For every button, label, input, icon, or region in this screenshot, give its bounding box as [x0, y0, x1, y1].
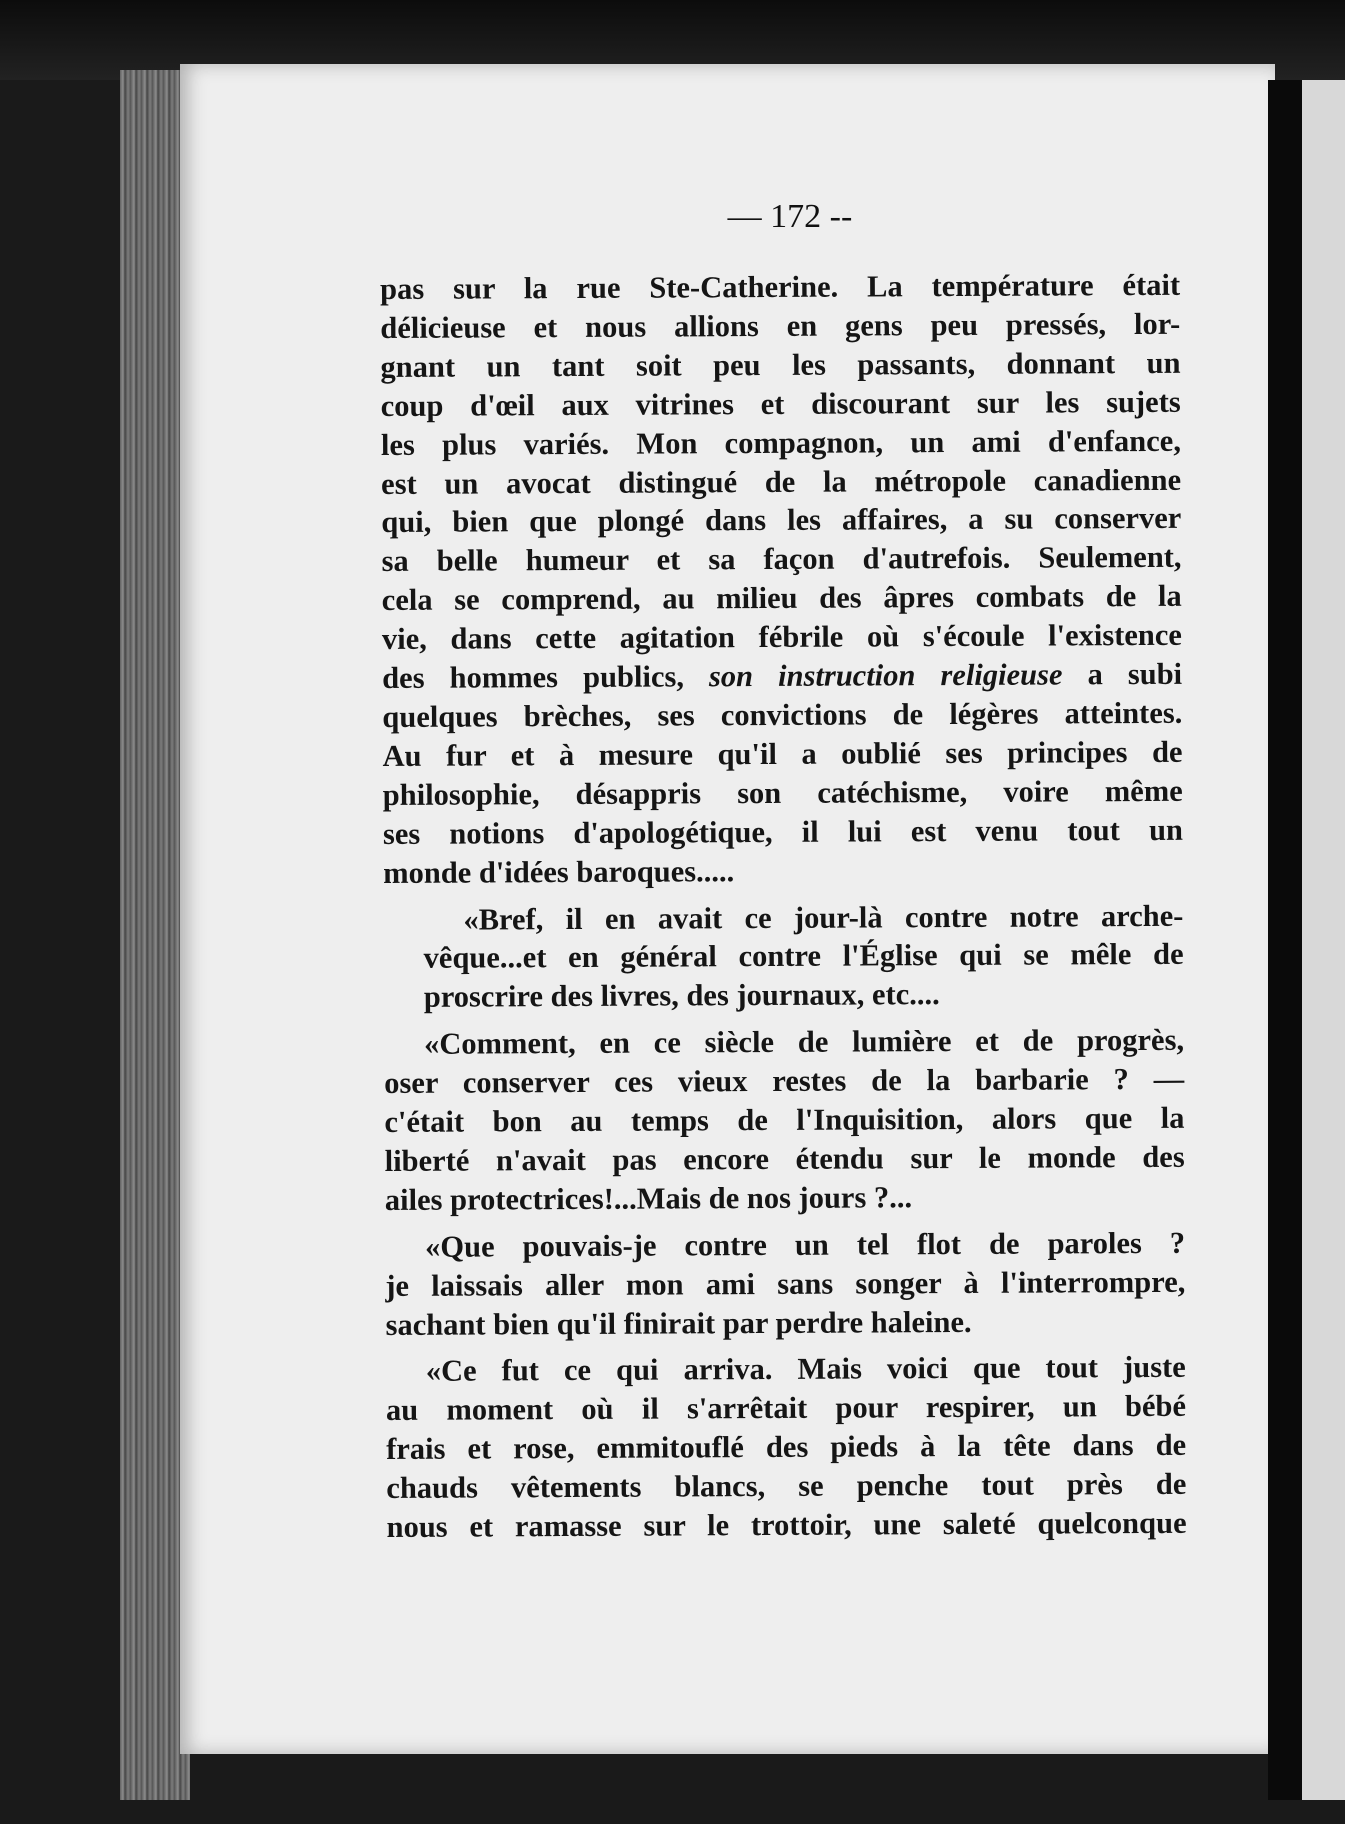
text-line: proscrire des livres, des journaux, etc.... [423, 977, 940, 1015]
text-line: vêque...et en général contre l'Église qui se mêle de [423, 937, 1184, 976]
text-line: nous et ramasse sur le trottoir, une saleté quelconque [386, 1505, 1187, 1545]
paragraph-1 [380, 266, 1183, 893]
text-line: sa belle humeur et sa façon d'autrefois. Seulement, [381, 540, 1182, 579]
text-run: a subi [1062, 656, 1183, 692]
book-gutter [1268, 80, 1302, 1800]
text-run: des hommes publics, [382, 659, 710, 696]
text-line: coup d'œil aux vitrines et discourant sur les sujets [380, 384, 1181, 423]
text-line: monde d'idées baroques..... [383, 853, 735, 890]
text-line: «Comment, en ce siècle de lumière et de progrès, [423, 1023, 1185, 1061]
text-line: oser conserver ces vieux restes de la barbarie ? — [384, 1061, 1185, 1101]
paragraph-5 [386, 1348, 1187, 1547]
text-line: qui, bien que plongé dans les affaires, a su conserver [381, 501, 1182, 540]
text-line: cela se comprend, au milieu des âpres combats de la [381, 579, 1182, 618]
body-text [380, 266, 1187, 1555]
text-line: liberté n'avait pas encore étendu sur le monde des [384, 1139, 1185, 1178]
facing-page-edge [1302, 80, 1345, 1800]
text-line: «Que pouvais-je contre un tel flot de paroles ? [425, 1225, 1186, 1264]
text-line: pas sur la rue Ste-Catherine. La température était [380, 267, 1181, 306]
text-line: Au fur et à mesure qu'il a oublié ses principes de [382, 734, 1183, 773]
text-line: ailes protectrices!...Mais de nos jours ?... [384, 1180, 913, 1217]
text-line: chauds vêtements blancs, se penche tout près de [386, 1466, 1187, 1506]
text-line: délicieuse et nous allions en gens peu pressés, lor- [380, 306, 1181, 345]
text-line-with-italic [382, 655, 1182, 698]
text-line: ses notions d'apologétique, il lui est venu tout un [382, 812, 1184, 851]
text-line: sachant bien qu'il finirait par perdre haleine. [385, 1304, 972, 1342]
text-line: frais et rose, emmitouflé des pieds à la tête dans de [386, 1428, 1187, 1467]
paragraph-4 [385, 1224, 1186, 1345]
paragraph-3 [384, 1021, 1185, 1220]
text-line: vie, dans cette agitation fébrile où s'écoule l'existence [381, 617, 1183, 657]
page-number: — 172 -- [727, 198, 853, 235]
text-line: «Ce fut ce qui arriva. Mais voici que tout juste [425, 1350, 1186, 1389]
text-line: philosophie, désappris son catéchisme, voire même [382, 773, 1183, 812]
italic-phrase: son instruction religieuse [708, 657, 1063, 694]
text-line: c'était bon au temps de l'Inquisition, alors que la [384, 1100, 1185, 1140]
text-line: quelques brèches, ses convictions de légères atteintes. [382, 695, 1183, 734]
paragraph-2 [383, 896, 1184, 1017]
text-line: je laissais aller mon ami sans songer à l'interrompre, [385, 1264, 1186, 1303]
text-line: gnant un tant soit peu les passants, donnant un [380, 345, 1181, 384]
text-line: au moment où il s'arrêtait pour respirer, un bébé [385, 1389, 1187, 1428]
text-line: est un avocat distingué de la métropole canadienne [381, 462, 1182, 501]
text-line: «Bref, il en avait ce jour-là contre notre arche- [463, 898, 1184, 937]
text-line: les plus variés. Mon compagnon, un ami d'enfance, [380, 423, 1181, 462]
